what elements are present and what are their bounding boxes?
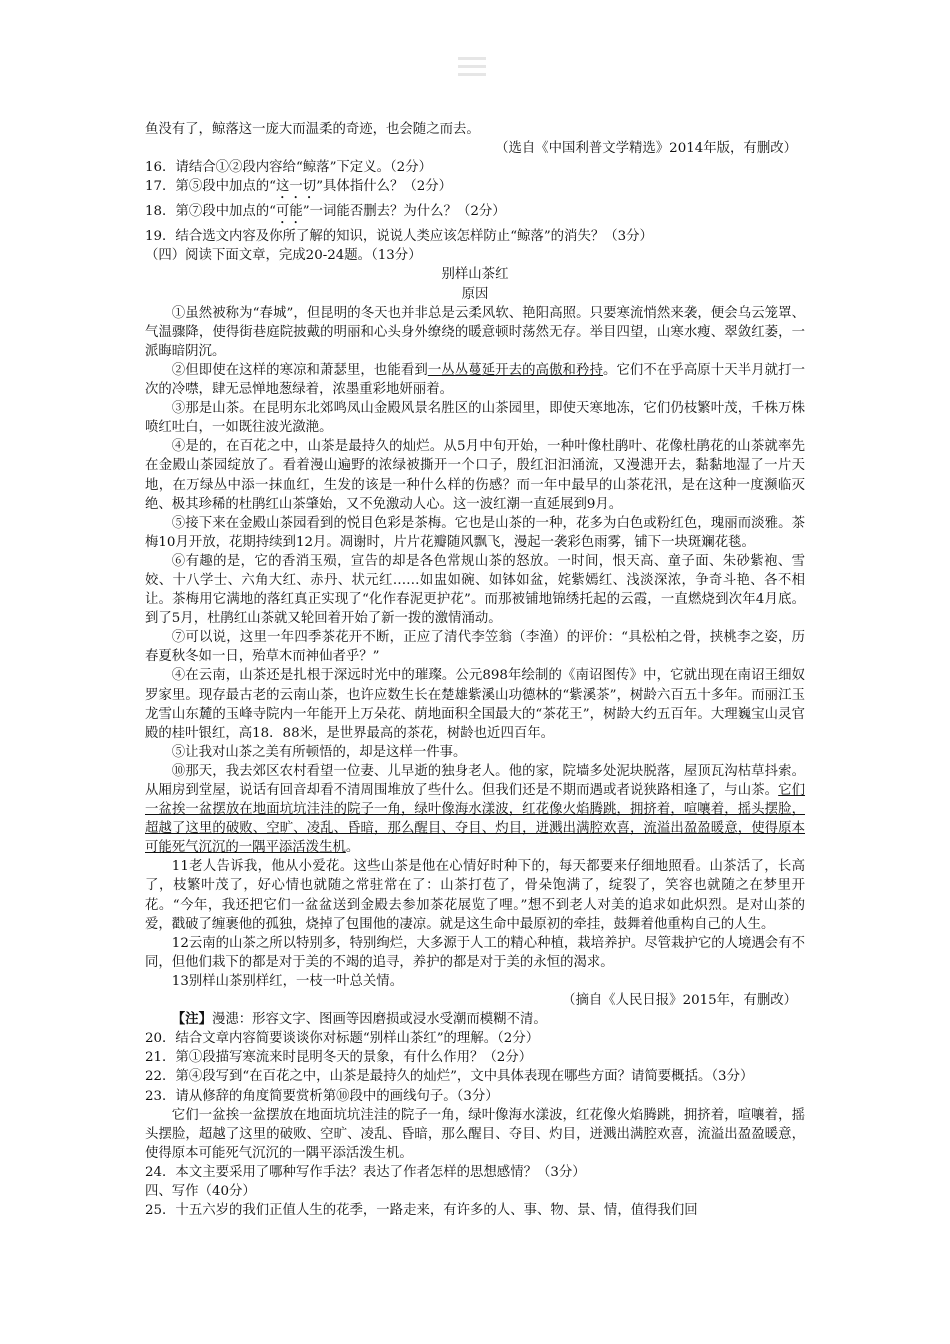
- paragraph-10: ⑩那天，我去郊区农村看望一位妻、儿早逝的独身老人。他的家，院墙多处泥块脱落，屋顶瓦沟枯草抖索。从厢房到堂屋，说话有回音却看不清周围堆放了些什么。但我们还是不期而遇或者说狭路相逢了，与山茶。它们一盆挨一盆摆放在地面坑坑洼洼的院子一角，绿叶像海水漾波，红花像火焰腾跳，拥挤着，喧嚷着，摇头摆脸，超越了这里的破败、空旷、凌乱、昏暗，那么醒目、夺目、灼目，迸溅出满腔欢喜，流溢出盈盈暖意，使得原本可能死气沉沉的一隅平添活泼生机。: [145, 763, 806, 856]
- paragraph-6: ⑥有趣的是，它的香消玉殒，宣告的却是各色常规山茶的怒放。一时间，恨天高、童子面、朱砂紫袍、雪姣、十八学士、六角大红、赤丹、状元红……如盅如碗、如钵如盆，姹紫嫣红、浅淡深浓，争奇斗艳、各不相让。茶梅用它满地的落红真正实现了“化作春泥更护花”。而那被铺地锦绣托起的云霞，一直燃烧到次年4月底。到了5月，杜鹃红山茶就又轮回着开始了新一拨的激情涌动。: [145, 553, 805, 627]
- question-20: 20．结合文章内容简要谈谈你对标题“别样山茶红”的理解。（2分）: [145, 1031, 540, 1047]
- note-text: 漫漶：形容文字、图画等因磨损或浸水受潮而模糊不清。: [211, 1012, 547, 1028]
- writing-heading: 四、写作（40分）: [145, 1183, 256, 1199]
- paragraph-4: ④是的，在百花之中，山茶是最持久的灿烂。从5月中旬开始，一种叶像杜鹃叶、花像杜鹃花的山茶就率先在金殿山茶园绽放了。看着漫山遍野的浓绿被撕开一个口子，殷红汩汩涌流，又漫漶开去，黏黏地湿了一片天地，在万绿丛中添一抹血红，生发的该是一种什么样的伤感？而一年中最早的山茶花汛，是在这种一度濒临灭绝、极其珍稀的杜鹃红山茶肇始，又不免激动人心。这一波红潮一直延展到9月。: [145, 439, 805, 512]
- source-citation-1: （选自《中国利普文学精选》2014年版，有删改）: [495, 141, 797, 157]
- paragraph-2: ②但即使在这样的寒凉和萧瑟里，也能看到一丛丛蔓延开去的高傲和矜持。它们不在乎高原十天半月就打一次的冷噤，肆无忌惮地葱绿着，浓墨重彩地妍丽着。: [145, 362, 806, 398]
- question-17: 17．第⑤段中加点的“这一切”具体指什么？（2分）: [145, 179, 453, 195]
- question-16: 16．请结合①②段内容给“鲸落”下定义。（2分）: [145, 160, 432, 176]
- paragraph-12: 12云南的山茶之所以特别多，特别绚烂，大多源于人工的精心种植，栽培养护。尽管栽护它的人境遇会有不同，但他们栽下的都是对于美的不竭的追寻，养护的都是对于美的永恒的渴求。: [145, 935, 805, 970]
- faint-header-mark: [458, 52, 486, 82]
- question-23: 23．请从修辞的角度简要赏析第⑩段中的画线句子。（3分）: [145, 1088, 499, 1104]
- dotted-phrase: 这一切: [276, 179, 317, 195]
- underlined-sentence: 它们一盆挨一盆摆放在地面坑坑洼洼的院子一角，绿叶像海水漾波，红花像火焰腾跳，拥挤着，喧嚷着，摇头摆脸，超越了这里的破败、空旷、凌乱、昏暗，那么醒目、夺目、灼目，迸溅出满腔欢喜，流溢出盈盈暖意，使得原本可能死气沉沉的一隅平添活泼生机: [145, 783, 806, 856]
- paragraph-8: ④在云南，山茶还是扎根于深远时光中的璀璨。公元898年绘制的《南诏图传》中，它就出现在南诏王细奴罗家里。现存最古老的云南山茶，也许应数生长在楚雄紫溪山功德林的“紫溪茶”，树龄六百五十多年。而丽江玉龙雪山东麓的玉峰寺院内一年能开上万朵花、荫地面积全国最大的“茶花王”，树龄大约五百年。大理巍宝山灵官殿的桂叶银红，高18．88米，是世界最高的茶花，树龄也近四百年。: [145, 668, 805, 741]
- paragraph-7: ⑦可以说，这里一年四季茶花开不断，正应了清代李笠翁（李渔）的评价：“具松柏之骨，挟桃李之姿，历春夏秋冬如一日，殆草木而神仙者乎？”: [145, 630, 805, 665]
- question-24: 24．本文主要采用了哪种写作手法？表达了作者怎样的思想感情？（3分）: [145, 1164, 586, 1180]
- paragraph-3: ③那是山茶。在昆明东北郊鸣凤山金殿风景名胜区的山茶园里，即使天寒地冻，它们仍枝繁叶茂，千株万株喷红吐白，一如既往波光潋滟。: [145, 401, 805, 436]
- question-23-quote: 它们一盆挨一盆摆放在地面坑坑洼洼的院子一角，绿叶像海水漾波，红花像火焰腾跳，拥挤着，喧嚷着，摇头摆脸，超越了这里的破败、空旷、凌乱、昏暗，那么醒目、夺目、灼目，迸溅出满腔欢喜，流溢出盈盈暖意，使得原本可能死气沉沉的一隅平添活泼生机。: [145, 1107, 805, 1161]
- question-18: 18．第⑦段中加点的“可能”一词能否删去？为什么？（2分）: [145, 204, 506, 220]
- question-22: 22．第④段写到“在百花之中，山茶是最持久的灿烂”，文中具体表现在哪些方面？请简要概括。（3分）: [145, 1069, 754, 1085]
- paragraph-9: ⑤让我对山茶之美有所顿悟的，却是这样一件事。: [171, 744, 467, 760]
- paragraph-13: 13别样山茶别样红，一枝一叶总关情。: [171, 973, 404, 989]
- document-page: [145, 120, 805, 1220]
- intro-line: 鱼没有了，鲸落这一庞大而温柔的奇迹，也会随之而去。: [145, 122, 480, 137]
- paragraph-11: 11老人告诉我，他从小爱花。这些山茶是他在心情好时种下的，每天都要来仔细地照看。山茶活了，长高了，枝繁叶茂了，好心情也就随之常驻常在了：山茶打苞了，骨朵饱满了，绽裂了，笑容也就随之在梦里开花。“今年，我还把它们一盆盆送到金殿去参加茶花展览了哩。”想不到老人对美的追求如此炽烈。是对山茶的爱，戳破了缠裹他的孤独，烧掉了包围他的凄凉。就是这生命中最原初的牵挂，鼓舞着他重构自己的人生。: [145, 859, 805, 932]
- paragraph-1: ①虽然被称为“春城”，但昆明的冬天也并非总是云柔风软、艳阳高照。只要寒流悄然来袭，便会乌云笼罩、气温骤降，使得街巷庭院披戴的明丽和心头身外缭绕的暖意顿时荡然无存。举目四望，山寒水瘦、翠敛红萎，一派晦暗阴沉。: [145, 305, 805, 359]
- paragraph-5: ⑤接下来在金殿山茶园看到的悦目色彩是茶梅。它也是山茶的一种，花多为白色或粉红色，瑰丽而淡雅。茶梅10月开放，花期持续到12月。凋谢时，片片花瓣随风飘飞，漫起一袭彩色雨雾，铺下一块斑斓花毯。: [145, 515, 805, 550]
- article-author: 原因: [461, 286, 489, 302]
- note-label: 【注】: [171, 1011, 212, 1028]
- article-title: 别样山茶红: [441, 267, 509, 283]
- question-21: 21．第①段描写寒流来时昆明冬天的景象，有什么作用？（2分）: [145, 1050, 533, 1066]
- note: [145, 1010, 805, 1029]
- question-25: 25．十五六岁的我们正值人生的花季，一路走来，有许多的人、事、物、景、情，值得我们回: [145, 1203, 698, 1219]
- source-citation-2: （摘自《人民日报》2015年，有删改）: [562, 993, 797, 1009]
- question-19: 19．结合选文内容及你所了解的知识，说说人类应该怎样防止“鲸落”的消失？（3分）: [145, 229, 653, 245]
- underlined-phrase: 一丛丛蔓延开去的高傲和矜持: [427, 362, 603, 378]
- section-4-heading: （四）阅读下面文章，完成20-24题。（13分）: [145, 248, 422, 264]
- dotted-phrase: 可能: [276, 204, 303, 220]
